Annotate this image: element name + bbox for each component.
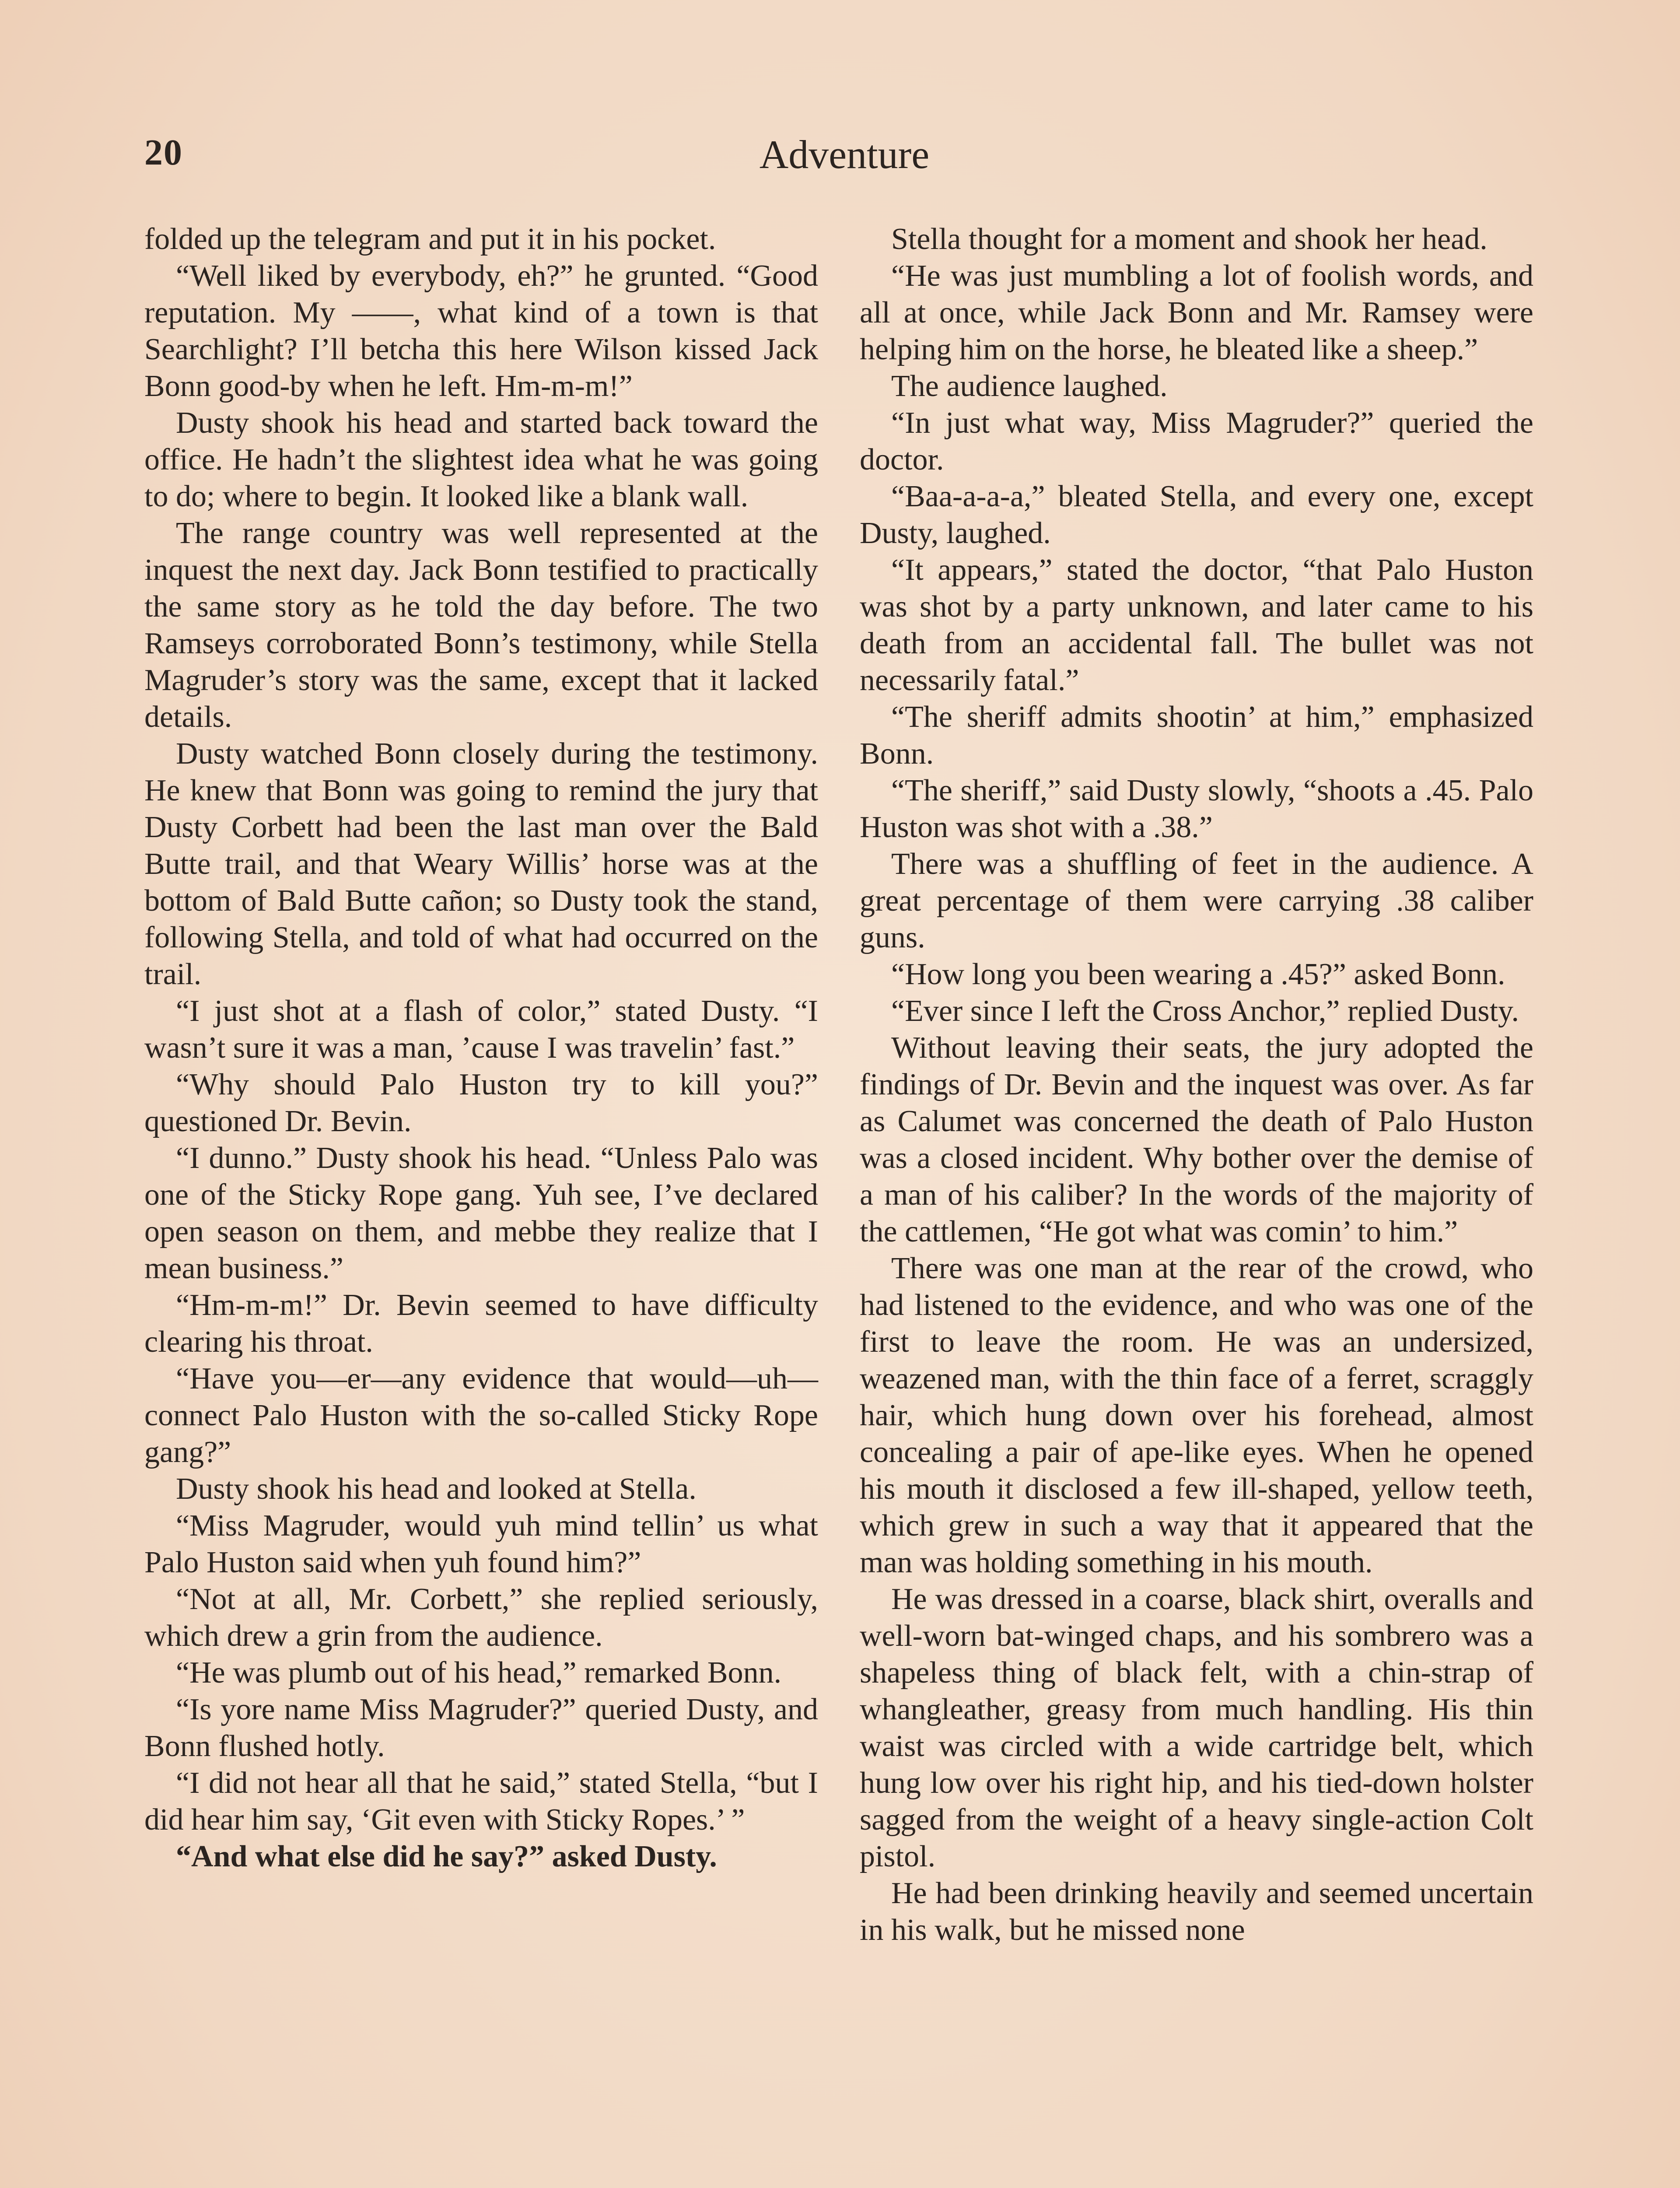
paragraph: “The sheriff,” said Dusty slowly, “shoots a .45. Palo Huston was shot with a .38.”: [860, 774, 1533, 844]
paragraph: There was one man at the rear of the crowd, who had listened to the evidence, and who was one of the first to leave the room. He was an undersized, weazened man, with the thin face of a ferret, scraggly hair, which hung down over his forehead, almost concealing a pair of ape-like eyes. When he opened his mouth it disclosed a few ill-shaped, yellow teeth, which grew in such a way that it appeared that the man was holding something in his mouth.: [860, 1252, 1533, 1579]
paragraph: Dusty shook his head and started back toward the office. He hadn’t the slightest idea what he was going to do; where to begin. It looked like a blank wall.: [144, 406, 818, 513]
paragraph: “Why should Palo Huston try to kill you?” questioned Dr. Bevin.: [144, 1068, 818, 1138]
paragraph: Without leaving their seats, the jury adopted the findings of Dr. Bevin and the inquest was over. As far as Calumet was concerned the death of Palo Huston was a closed incident. Why bother over the demise of a man of his caliber? In the words of the majority of the cattlemen, “He got what was comin’ to him.”: [860, 1031, 1533, 1248]
paragraph: “It appears,” stated the doctor, “that Palo Huston was shot by a party unknown, and later came to his death from an accidental fall. The bullet was not necessarily fatal.”: [860, 553, 1533, 697]
page-number: 20: [144, 132, 183, 173]
paragraph: “In just what way, Miss Magruder?” queried the doctor.: [860, 406, 1533, 477]
right-column: [860, 221, 1533, 1949]
page-header: [144, 131, 1544, 184]
paragraph: “And what else did he say?” asked Dusty.: [176, 1840, 717, 1873]
paragraph: “Not at all, Mr. Corbett,” she replied seriously, which drew a grin from the audience.: [144, 1582, 818, 1653]
paragraph: “The sheriff admits shootin’ at him,” emphasized Bonn.: [860, 700, 1533, 771]
paragraph: “Is yore name Miss Magruder?” queried Dusty, and Bonn flushed hotly.: [144, 1693, 818, 1763]
paragraph: “I dunno.” Dusty shook his head. “Unless Palo was one of the Sticky Rope gang. Yuh see, I’ve declared open season on them, and mebbe they realize that I mean business.”: [144, 1141, 818, 1285]
paragraph: “He was plumb out of his head,” remarked Bonn.: [176, 1656, 782, 1690]
paragraph: “Baa-a-a-a,” bleated Stella, and every one, except Dusty, laughed.: [860, 480, 1533, 550]
left-column: [144, 221, 818, 1875]
paragraph: “Have you—er—any evidence that would—uh—connect Palo Huston with the so-called Sticky Rope gang?”: [144, 1362, 818, 1469]
paragraph: There was a shuffling of feet in the audience. A great percentage of them were carrying .38 caliber guns.: [860, 847, 1533, 954]
paragraph: Dusty shook his head and looked at Stella.: [176, 1472, 696, 1506]
paragraph: “Well liked by everybody, eh?” he grunted. “Good reputation. My ——, what kind of a town is that Searchlight? I’ll betcha this here Wilson kissed Jack Bonn good-by when he left. Hm-m-m!”: [144, 259, 818, 403]
paragraph: folded up the telegram and put it in his pocket.: [144, 222, 716, 256]
paragraph: He had been drinking heavily and seemed uncertain in his walk, but he missed none: [860, 1876, 1533, 1947]
paragraph: He was dressed in a coarse, black shirt, overalls and well-worn bat-winged chaps, and his sombrero was a shapeless thing of black felt, with a chin-strap of whangleather, greasy from much handling. His thin waist was circled with a wide cartridge belt, which hung low over his right hip, and his tied-down holster sagged from the weight of a heavy single-action Colt pistol.: [860, 1582, 1533, 1873]
paragraph: “Ever since I left the Cross Anchor,” replied Dusty.: [891, 994, 1519, 1028]
paragraph: The audience laughed.: [891, 369, 1168, 403]
paragraph: “Miss Magruder, would yuh mind tellin’ us what Palo Huston said when yuh found him?”: [144, 1509, 818, 1579]
running-title: Adventure: [759, 132, 930, 177]
paragraph: Dusty watched Bonn closely during the testimony. He knew that Bonn was going to remind the jury that Dusty Corbett had been the last man over the Bald Butte trail, and that Weary Willis’ horse was at the bottom of Bald Butte cañon; so Dusty took the stand, following Stella, and told of what had occurred on the trail.: [144, 737, 818, 991]
paragraph: “I just shot at a flash of color,” stated Dusty. “I wasn’t sure it was a man, ’cause I was travelin’ fast.”: [144, 994, 818, 1065]
paragraph: “He was just mumbling a lot of foolish words, and all at once, while Jack Bonn and Mr. Ramsey were helping him on the horse, he bleated like a sheep.”: [860, 259, 1533, 366]
paragraph: The range country was well represented at the inquest the next day. Jack Bonn testified to practically the same story as he told the day before. The two Ramseys corroborated Bonn’s testimony, while Stella Magruder’s story was the same, except that it lacked details.: [144, 516, 818, 734]
paragraph: “How long you been wearing a .45?” asked Bonn.: [891, 957, 1505, 991]
paragraph: Stella thought for a moment and shook her head.: [891, 222, 1488, 256]
paragraph: “I did not hear all that he said,” stated Stella, “but I did hear him say, ‘Git even with Sticky Ropes.’ ”: [144, 1766, 818, 1837]
paragraph: “Hm-m-m!” Dr. Bevin seemed to have difficulty clearing his throat.: [144, 1288, 818, 1359]
